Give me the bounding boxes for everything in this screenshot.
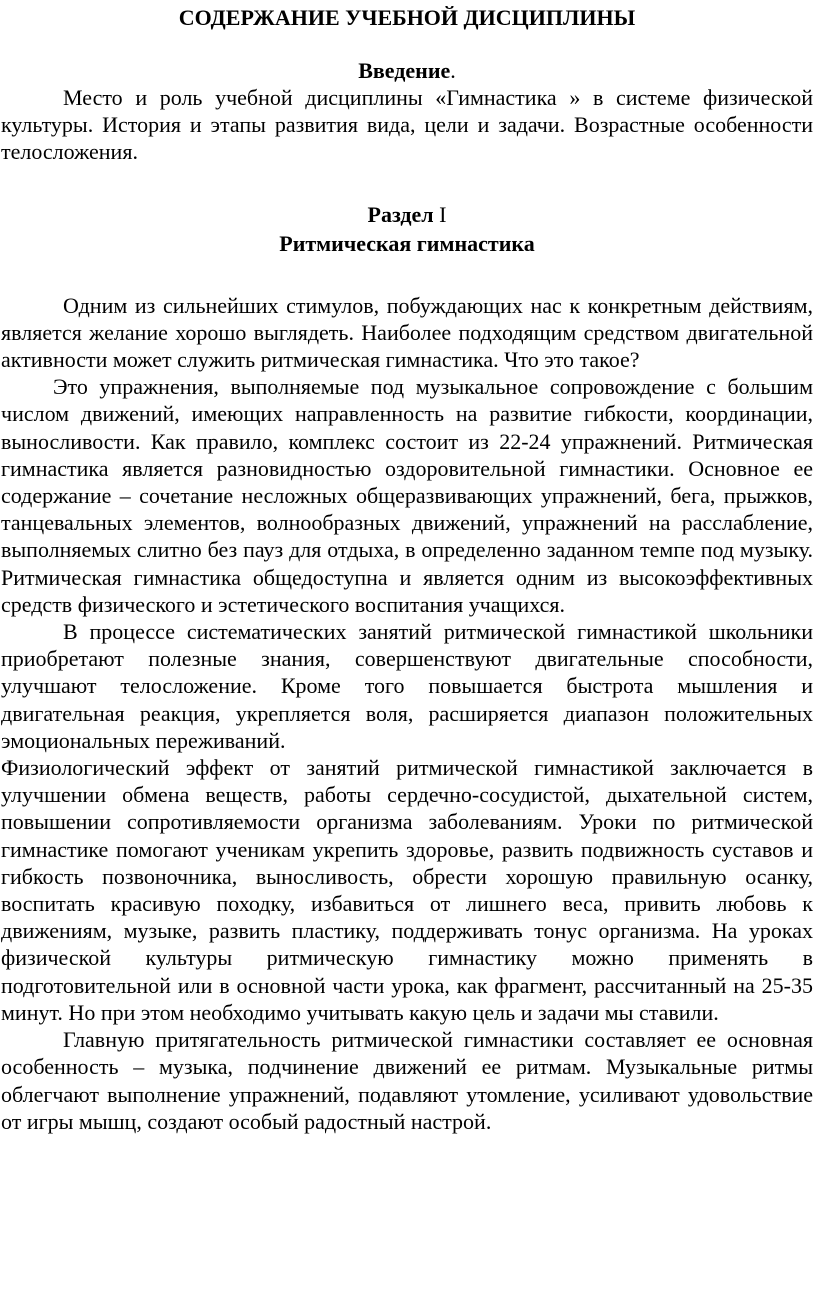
body-paragraph-1: Одним из сильнейших стимулов, побуждающих нас к конкретным действиям, является желание хорошо выглядеть. Наиболее подходящим средством двигательной активности может служить ритмическая гимнастика. Что это такое? [1,292,813,373]
intro-heading-period: . [450,58,456,83]
intro-heading-text: Введение [358,58,451,83]
document-title: СОДЕРЖАНИЕ УЧЕБНОЙ ДИСЦИПЛИНЫ [178,5,636,30]
section-heading [1,200,813,229]
body-paragraph-2: Это упражнения, выполняемые под музыкальное сопровождение с большим числом движений, имеющих направленность на развитие гибкости, координации, выносливости. Как правило, комплекс состоит из 22-24 упражнений. Ритмическая гимнастика является разновидностью оздоровительной гимнастики. Основное ее содержание – сочетание несложных общеразвивающих упражнений, бега, прыжков, танцевальных элементов, волнообразных движений, упражнений на расслабление, выполняемых слитно без пауз для отдыха, в определенно заданном темпе под музыку. Ритмическая гимнастика общедоступна и является одним из высокоэффективных средств физического и эстетического воспитания учащихся. [1,374,813,617]
intro-paragraph: Место и роль учебной дисциплины «Гимнастика » в системе физической культуры. История и этапы развития вида, цели и задачи. Возрастные особенности телосложения. [1,85,813,165]
document-page [0,4,816,1302]
section-title: Ритмическая гимнастика [279,230,535,256]
section-number: I [439,201,447,227]
section-label: Раздел [367,201,434,227]
body-paragraph-4: Физиологический эффект от занятий ритмической гимнастикой заключается в улучшении обмена веществ, работы сердечно-сосудистой, дыхательной систем, повышении сопротивляемости организма заболеваниям. Уроки по ритмической гимнастике помогают ученикам укрепить здоровье, развить подвижность суставов и гибкость позвоночника, выносливость, обрести хорошую правильную осанку, воспитать красивую походку, избавиться от лишнего веса, привить любовь к движениям, музыке, развить пластику, поддерживать тонус организма. На уроках физической культуры ритмическую гимнастику можно применять в подготовительной или в основной части урока, как фрагмент, рассчитанный на 25-35 минут. Но при этом необходимо учитывать какую цель и задачи мы ставили. [1,755,813,1025]
intro-heading [1,57,813,84]
body-paragraph-3: В процессе систематических занятий ритмической гимнастикой школьники приобретают полезные знания, совершенствуют двигательные способности, улучшают телосложение. Кроме того повышается быстрота мышления и двигательная реакция, укрепляется воля, расширяется диапазон положительных эмоциональных переживаний. [1,619,813,753]
body-paragraph-5: Главную притягательность ритмической гимнастики составляет ее основная особенность – музыка, подчинение движений ее ритмам. Музыкальные ритмы облегчают выполнение упражнений, подавляют утомление, усиливают удовольствие от игры мышц, создают особый радостный настрой. [1,1027,813,1134]
